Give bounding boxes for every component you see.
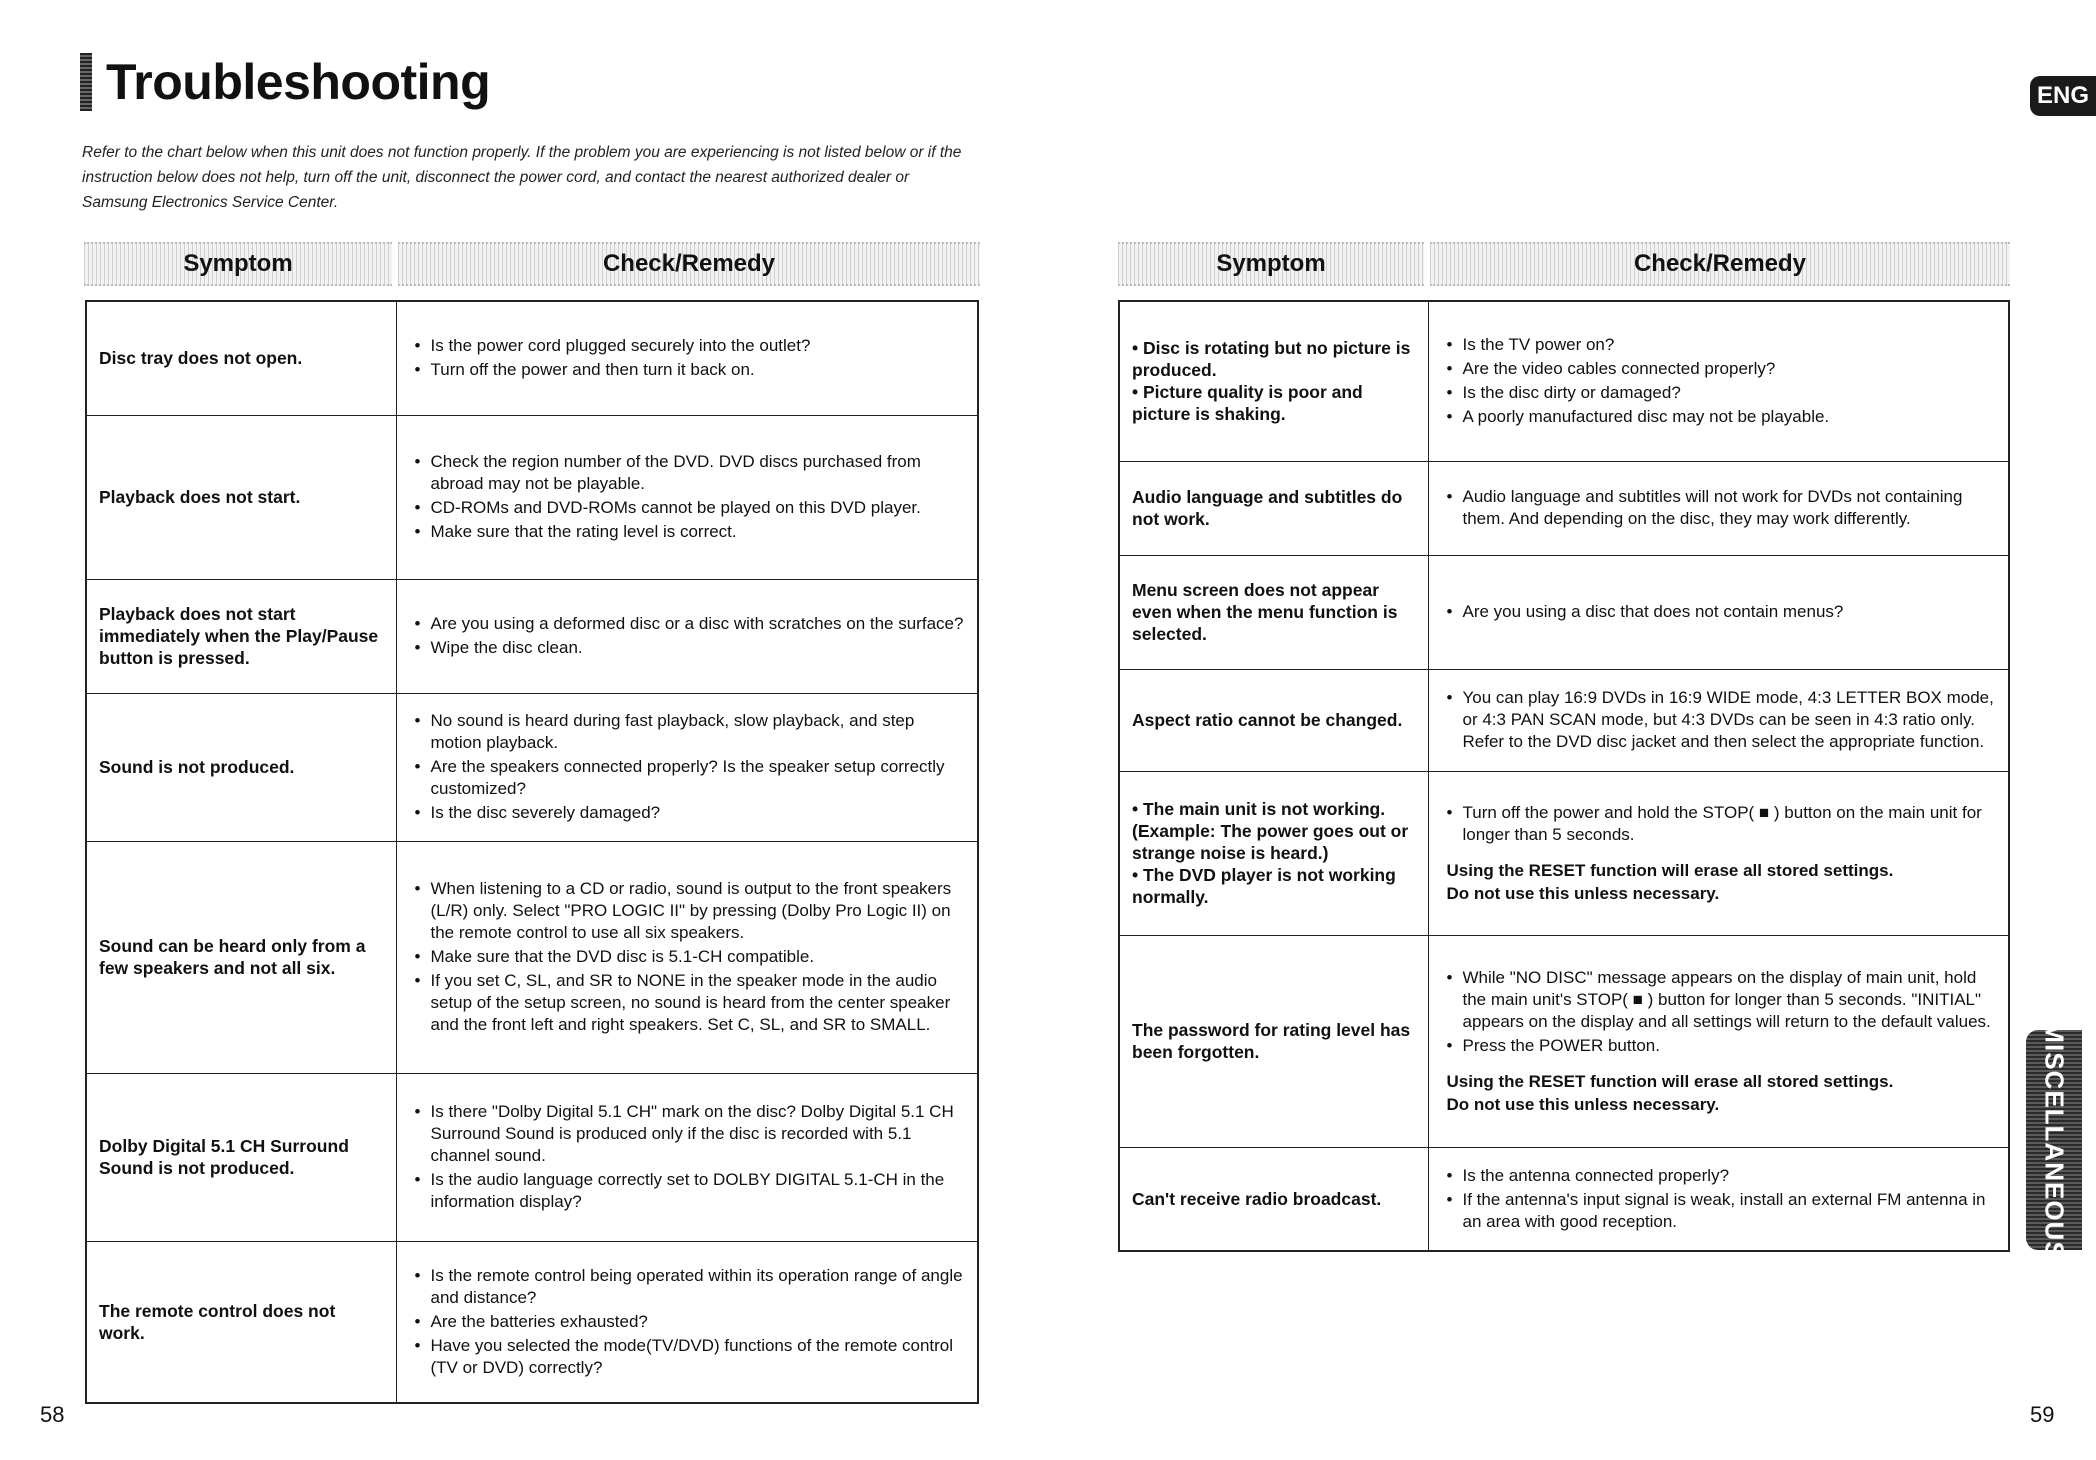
symptom-text: Disc tray does not open. [99,348,303,369]
page-number-right: 59 [2030,1402,2055,1427]
remedy-item: • You can play 16:9 DVDs in 16:9 WIDE mode, 4:3 LETTER BOX mode, or 4:3 PAN SCAN mode, but 4:3 DVDs can be seen in 4:3 ratio only. Refer to the DVD disc jacket and then select the appropriate function. [1447,687,1997,753]
symptom-text: Aspect ratio cannot be changed. [1132,710,1403,730]
symptom-text: • Picture quality is poor and picture is shaking. [1132,382,1363,425]
remedy-list [1447,967,1997,1057]
symptom-text: Playback does not start. [99,487,301,507]
left-troubleshooting-table [85,300,979,1404]
symptom-cell [86,1073,396,1241]
remedy-cell [1428,771,2009,935]
page-number-left: 58 [40,1402,65,1427]
symptom-cell [86,1241,396,1403]
remedy-item: • Is the antenna connected properly? [1447,1165,1997,1187]
section-tab-label: MISCELLANEOUS [2039,1020,2070,1260]
symptom-text: Playback does not start immediately when the Play/Pause button is pressed. [99,604,379,668]
table-row [86,841,978,1073]
left-column-headers [84,242,980,282]
symptom-cell [1119,555,1428,669]
symptom-text: Menu screen does not appear even when the menu function is selected. [1132,580,1398,644]
title-block [80,52,490,112]
remedy-item: • CD-ROMs and DVD-ROMs cannot be played on this DVD player. [415,497,966,519]
note-line: Using the RESET function will erase all stored settings. [1446,1072,1894,1091]
remedy-item: • Are you using a deformed disc or a disc with scratches on the surface? [415,613,966,635]
remedy-item: • Wipe the disc clean. [415,637,966,659]
table-row [86,579,978,693]
symptom-cell [1119,461,1428,555]
symptom-text: Dolby Digital 5.1 CH Surround Sound is not produced. [99,1136,349,1178]
symptom-text: Can't receive radio broadcast. [1132,1188,1382,1209]
remedy-list [1447,601,1997,623]
remedy-item: • Make sure that the DVD disc is 5.1-CH compatible. [415,946,966,968]
remedy-item: • When listening to a CD or radio, sound is output to the front speakers (L/R) only. Select "PRO LOGIC II" by pressing (Dolby Pro Logic II) on the remote control to use all six speakers. [415,878,966,944]
note-line: Using the RESET function will erase all stored settings. [1446,861,1894,880]
symptom-cell [1119,935,1428,1147]
remedy-item: • Turn off the power and hold the STOP( ■ ) button on the main unit for longer than 5 seconds. [1447,802,1997,846]
remedy-list [415,710,966,824]
remedy-item: • No sound is heard during fast playback, slow playback, and step motion playback. [415,710,966,754]
symptom-cell [86,301,396,415]
remedy-item: • Press the POWER button. [1447,1035,1997,1057]
symptom-text: • The DVD player is not working normally. [1132,865,1396,907]
symptom-cell [86,415,396,579]
remedy-item: • Is the audio language correctly set to DOLBY DIGITAL 5.1-CH in the information display? [415,1169,966,1213]
language-tab: ENG [2030,76,2096,116]
remedy-item: • A poorly manufactured disc may not be playable. [1447,406,1997,428]
remedy-list [415,1101,966,1213]
remedy-list [1447,1165,1997,1233]
remedy-list [1447,687,1997,753]
remedy-list [415,451,966,543]
remedy-item: • Is the disc dirty or damaged? [1447,382,1997,404]
remedy-list [415,613,966,659]
remedy-cell [396,693,978,841]
left-remedy-header: Check/Remedy [398,242,980,286]
remedy-cell [1428,669,2009,771]
remedy-item: • If the antenna's input signal is weak, install an external FM antenna in an area with good reception. [1447,1189,1997,1233]
remedy-cell [396,301,978,415]
remedy-item: • Are you using a disc that does not contain menus? [1447,601,1997,623]
remedy-list [1447,486,1997,530]
remedy-cell [396,841,978,1073]
left-symptom-header: Symptom [84,242,392,286]
section-tab [2026,1020,2082,1260]
remedy-item: • Have you selected the mode(TV/DVD) functions of the remote control (TV or DVD) correctly? [415,1335,966,1379]
remedy-cell [1428,461,2009,555]
remedy-cell [1428,301,2009,461]
symptom-cell [1119,301,1428,461]
remedy-cell [1428,935,2009,1147]
remedy-item: • Audio language and subtitles will not work for DVDs not containing them. And depending on the disc, they may work differently. [1447,486,1997,530]
symptom-cell [1119,1147,1428,1251]
remedy-item: • Are the speakers connected properly? Is the speaker setup correctly customized? [415,756,966,800]
remedy-list [415,1265,966,1379]
table-row [86,1241,978,1403]
remedy-item: • Is the power cord plugged securely into the outlet? [415,335,966,357]
remedy-list [415,878,966,1036]
table-row [1119,461,2009,555]
remedy-item: • Is the TV power on? [1447,334,1997,356]
remedy-item: • Check the region number of the DVD. DVD discs purchased from abroad may not be playable. [415,451,966,495]
remedy-cell [396,1241,978,1403]
symptom-text: • The main unit is not working. (Example: The power goes out or strange noise is heard.) [1132,799,1409,863]
remedy-list [1447,802,1997,846]
table-row [1119,555,2009,669]
symptom-text: The remote control does not work. [99,1300,336,1343]
symptom-text: The password for rating level has been forgotten. [1132,1020,1411,1062]
table-row [1119,935,2009,1147]
remedy-cell [396,1073,978,1241]
right-column-headers [1118,242,2010,282]
right-symptom-header: Symptom [1118,242,1424,286]
symptom-cell [1119,771,1428,935]
page-title: Troubleshooting [106,54,491,110]
remedy-item: • Are the batteries exhausted? [415,1311,966,1333]
reset-warning-note [1447,860,1997,905]
table-row [1119,301,2009,461]
remedy-list [415,335,966,381]
title-accent-bar [80,53,92,111]
remedy-cell [396,415,978,579]
table-row [1119,771,2009,935]
remedy-list [1447,334,1997,428]
remedy-item: • Is the disc severely damaged? [415,802,966,824]
table-row [1119,669,2009,771]
symptom-text: Audio language and subtitles do not work. [1132,487,1403,529]
remedy-cell [1428,555,2009,669]
symptom-text: Sound is not produced. [99,757,295,777]
remedy-item: • Make sure that the rating level is correct. [415,521,966,543]
table-row [86,693,978,841]
remedy-item: • If you set C, SL, and SR to NONE in the speaker mode in the audio setup of the setup screen, no sound is heard from the center speaker and the front left and right speakers. Set C, SL, and SR to SMALL. [415,970,966,1036]
remedy-cell [396,579,978,693]
table-row [86,415,978,579]
table-row [1119,1147,2009,1251]
symptom-text: • Disc is rotating but no picture is produced. [1132,338,1411,381]
note-line: Do not use this unless necessary. [1446,884,1720,903]
symptom-cell [86,841,396,1073]
remedy-item: • Is there "Dolby Digital 5.1 CH" mark on the disc? Dolby Digital 5.1 CH Surround Sound is produced only if the disc is recorded with 5.1 channel sound. [415,1101,966,1167]
table-row [86,1073,978,1241]
reset-warning-note [1447,1071,1997,1116]
symptom-cell [1119,669,1428,771]
remedy-item: • While "NO DISC" message appears on the display of main unit, hold the main unit's STOP( ■ ) button for longer than 5 seconds. "INITIAL" appears on the display and all settings will return to the default values. [1447,967,1997,1033]
remedy-item: • Are the video cables connected properly? [1447,358,1997,380]
remedy-item: • Is the remote control being operated within its operation range of angle and distance? [415,1265,966,1309]
symptom-cell [86,693,396,841]
remedy-item: • Turn off the power and then turn it back on. [415,359,966,381]
right-troubleshooting-table [1118,300,2010,1252]
right-remedy-header: Check/Remedy [1430,242,2010,286]
intro-text: Refer to the chart below when this unit does not function properly. If the problem you are experiencing is not listed below or if the instruction below does not help, turn off the unit, disconnect the power cord, and contact the nearest authorized dealer or Samsung Electronics Service Center. [82,144,962,211]
table-row [86,301,978,415]
symptom-text: Sound can be heard only from a few speakers and not all six. [99,936,366,978]
symptom-cell [86,579,396,693]
remedy-cell [1428,1147,2009,1251]
note-line: Do not use this unless necessary. [1446,1095,1720,1114]
